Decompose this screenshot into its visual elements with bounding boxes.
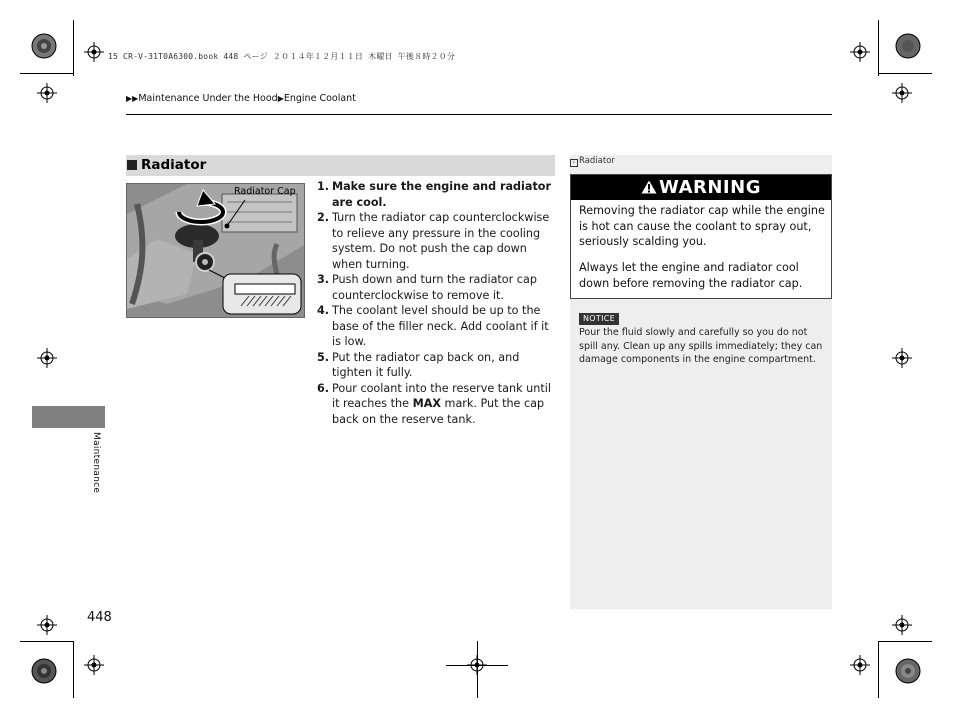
- page-number: 448: [87, 610, 112, 625]
- crosshair-icon: [84, 42, 104, 62]
- procedure-steps: [317, 179, 555, 427]
- print-header: 15 CR-V-31T0A6300.book 448 ページ ２０１４年１２月１１日 木曜日 午後８時２０分: [108, 52, 456, 61]
- double-triangle-icon: ▶▶: [126, 94, 139, 103]
- notice-badge: NOTICE: [579, 313, 619, 325]
- crosshair-icon: [37, 348, 57, 368]
- color-target-icon: [31, 33, 57, 59]
- step-item: 3. Push down and turn the radiator cap counterclockwise to remove it.: [317, 273, 537, 302]
- crosshair-icon: [37, 615, 57, 635]
- breadcrumb: [126, 93, 356, 104]
- photo-callout-label: Radiator Cap: [234, 186, 296, 197]
- reference-arrow-icon: ›: [570, 159, 578, 167]
- square-bullet-icon: [127, 160, 137, 170]
- warning-text: Always let the engine and radiator cool down before removing the radiator cap.: [579, 261, 803, 290]
- color-target-icon: [31, 658, 57, 684]
- header-rule: [126, 114, 832, 115]
- step-item: 2. Turn the radiator cap counterclockwise to relieve any pressure in the cooling system. Do not push the cap down when turning.: [317, 211, 550, 271]
- engine-photo: [126, 183, 305, 318]
- section-title: Radiator: [141, 157, 207, 173]
- breadcrumb-item[interactable]: Engine Coolant: [283, 93, 356, 104]
- max-mark-text: MAX: [412, 397, 441, 410]
- crosshair-icon: [850, 42, 870, 62]
- breadcrumb-item[interactable]: Maintenance Under the Hood: [138, 93, 278, 104]
- step-item: 1. Make sure the engine and radiator are cool.: [317, 180, 551, 209]
- step-item: 5. Put the radiator cap back on, and tighten it fully.: [317, 350, 520, 379]
- crosshair-icon: [892, 83, 912, 103]
- warning-triangle-icon: [641, 180, 657, 194]
- warning-box: [570, 174, 832, 299]
- section-heading: [126, 155, 555, 176]
- color-target-icon: [895, 33, 921, 59]
- crosshair-icon: [850, 655, 870, 675]
- chapter-tab[interactable]: [32, 406, 105, 428]
- chapter-label: Maintenance: [91, 432, 101, 494]
- warning-text: Removing the radiator cap while the engine is hot can cause the coolant to spray out, seriously scalding you.: [579, 204, 825, 248]
- sidebar-reference[interactable]: › Radiator: [570, 156, 615, 167]
- step-item: 4. The coolant level should be up to the base of the filler neck. Add coolant if it is low.: [317, 304, 549, 348]
- crosshair-icon: [84, 655, 104, 675]
- crosshair-icon: [892, 348, 912, 368]
- radiator-illustration: [127, 184, 305, 318]
- warning-heading: WARNING: [571, 175, 831, 200]
- triangle-icon: ▶: [277, 94, 284, 103]
- notice-text: Pour the fluid slowly and carefully so you do not spill any. Clean up any spills immediately; they can damage components in the engine compartment.: [579, 327, 823, 365]
- step-item: 6. Pour coolant into the reserve tank until it reaches the MAX mark. Put the cap back on the reserve tank.: [317, 381, 551, 426]
- crosshair-icon: [37, 83, 57, 103]
- crosshair-icon: [892, 615, 912, 635]
- color-target-icon: [895, 658, 921, 684]
